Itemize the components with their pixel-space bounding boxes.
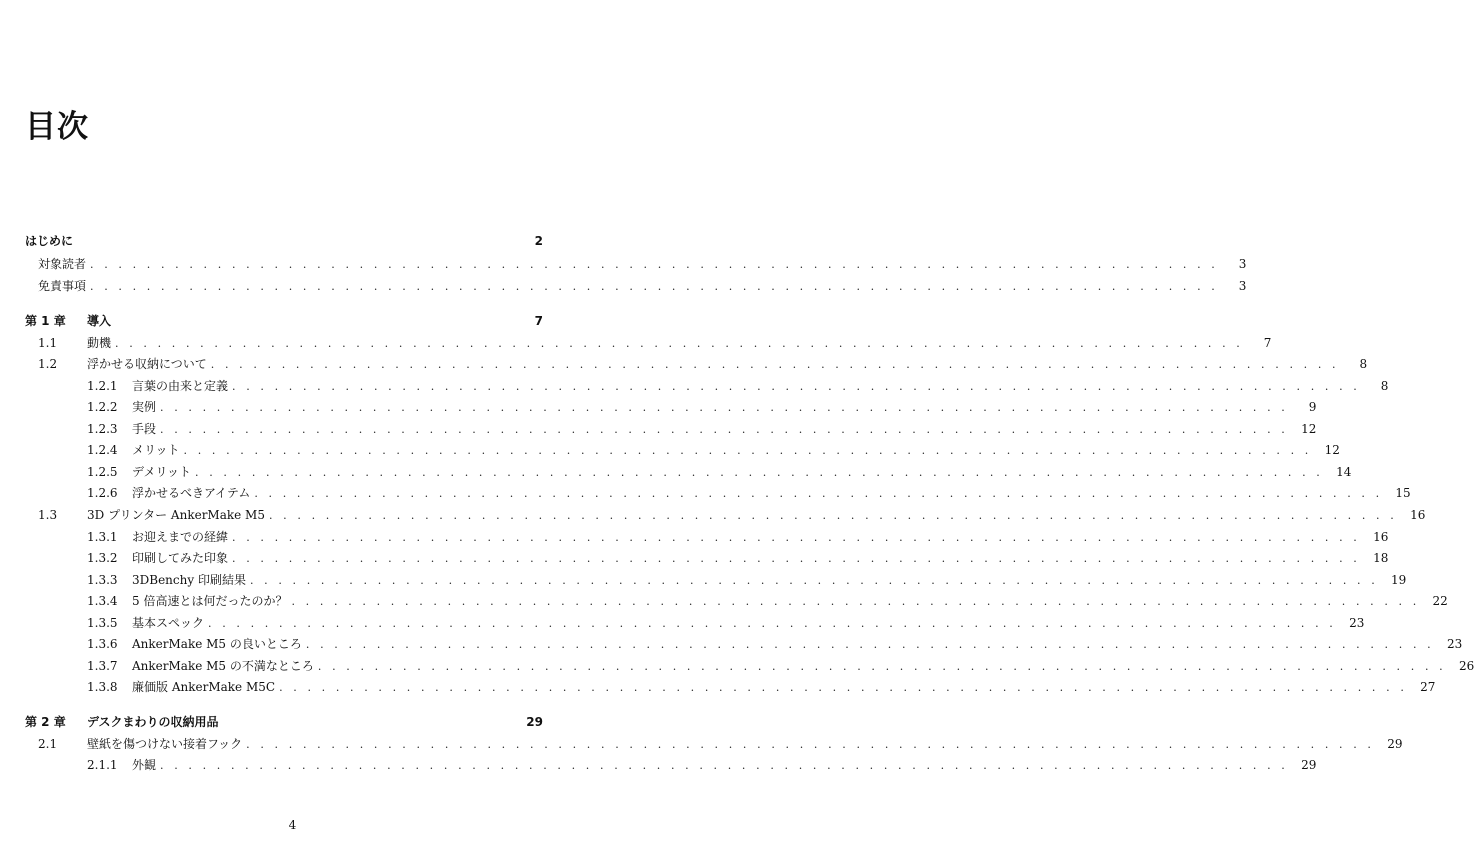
toc-entry-title: 動機 <box>87 336 112 350</box>
toc-entry[interactable] <box>87 658 1474 674</box>
toc-entry-page: 7 <box>534 314 543 328</box>
toc-entry-number: 1.2.1 <box>87 379 118 393</box>
toc-entry-number: 1.2.2 <box>87 400 118 414</box>
toc-entry[interactable] <box>38 507 1426 523</box>
toc-entry-leader-dots: . . . . . . . . . . . . . . . . . . . . . . . . . . . . . . . . . . . . . . . . . . . . . . . . . . . . . . . . . . . . . . . . . . . . . . . . . . . . . . . . <box>115 337 1244 350</box>
toc-entry[interactable] <box>87 529 1389 545</box>
toc-entry-title: 廉価版 AnkerMake M5C <box>132 680 276 694</box>
toc-entry-number: 1.1 <box>38 336 58 350</box>
toc-entry[interactable] <box>87 399 1317 415</box>
toc-entry-number: 第 1 章 <box>25 314 66 328</box>
toc-entry-leader-dots: . . . . . . . . . . . . . . . . . . . . . . . . . . . . . . . . . . . . . . . . . . . . . . . . . . . . . . . . . . . . . . . . . . . . . . . . . . . . . . . . <box>183 444 1312 457</box>
toc-entry-leader-dots: . . . . . . . . . . . . . . . . . . . . . . . . . . . . . . . . . . . . . . . . . . . . . . . . . . . . . . . . . . . . . . . . . . . . . . . . . . . . . . . . <box>160 759 1289 772</box>
toc-entry-leader-dots: . . . . . . . . . . . . . . . . . . . . . . . . . . . . . . . . . . . . . . . . . . . . . . . . . . . . . . . . . . . . . . . . . . . . . . . . . . . . . . . . <box>249 574 1379 587</box>
page-number: 4 <box>288 818 297 832</box>
toc-entry-page: 19 <box>1391 573 1407 587</box>
toc-entry-page: 7 <box>1263 336 1272 350</box>
toc-entry-number: 1.2.6 <box>87 486 118 500</box>
toc-entry-page: 22 <box>1432 594 1448 608</box>
toc-entry[interactable] <box>87 593 1448 609</box>
toc-entry-number: 1.3.4 <box>87 594 118 608</box>
toc-chapter-entry[interactable] <box>25 313 543 329</box>
toc-entry-number: 2.1.1 <box>87 758 118 772</box>
toc-entry-leader-dots: . . . . . . . . . . . . . . . . . . . . . . . . . . . . . . . . . . . . . . . . . . . . . . . . . . . . . . . . . . . . . . . . . . . . . . . . . . . . . . . . <box>208 617 1337 630</box>
toc-entry[interactable] <box>38 736 1403 752</box>
toc-entry-page: 8 <box>1380 379 1389 393</box>
toc-entry-number: 1.2.5 <box>87 465 118 479</box>
toc-entry-page: 29 <box>526 715 543 729</box>
toc-entry-leader-dots: . . . . . . . . . . . . . . . . . . . . . . . . . . . . . . . . . . . . . . . . . . . . . . . . . . . . . . . . . . . . . . . . . . . . . . . . . . . . . . . . <box>195 466 1324 479</box>
toc-entry-leader-dots: . . . . . . . . . . . . . . . . . . . . . . . . . . . . . . . . . . . . . . . . . . . . . . . . . . . . . . . . . . . . . . . . . . . . . . . . . . . . . . . . <box>279 681 1408 694</box>
toc-entry-title: はじめに <box>25 234 74 248</box>
toc-entry-page: 16 <box>1410 508 1426 522</box>
toc-entry-title: AnkerMake M5 の不満なところ <box>132 659 314 673</box>
toc-entry-leader-dots: . . . . . . . . . . . . . . . . . . . . . . . . . . . . . . . . . . . . . . . . . . . . . . . . . . . . . . . . . . . . . . . . . . . . . . . . . . . . . . . . <box>254 487 1383 500</box>
toc-entry-page: 3 <box>1238 279 1247 293</box>
toc-entry-leader-dots: . . . . . . . . . . . . . . . . . . . . . . . . . . . . . . . . . . . . . . . . . . . . . . . . . . . . . . . . . . . . . . . . . . . . . . . . . . . . . . . . <box>246 738 1375 751</box>
toc-entry-leader-dots: . . . . . . . . . . . . . . . . . . . . . . . . . . . . . . . . . . . . . . . . . . . . . . . . . . . . . . . . . . . . . . . . . . . . . . . . . . . . . . . . <box>268 509 1398 522</box>
toc-entry-title: デメリット <box>132 465 192 479</box>
toc-entry[interactable] <box>87 572 1407 588</box>
toc-entry-title: 3D プリンター AnkerMake M5 <box>87 508 265 522</box>
toc-entry-leader-dots: . . . . . . . . . . . . . . . . . . . . . . . . . . . . . . . . . . . . . . . . . . . . . . . . . . . . . . . . . . . . . . . . . . . . . . . . . . . . . . . . <box>160 423 1289 436</box>
toc-entry-number: 1.3.6 <box>87 637 118 651</box>
toc-entry-number: 1.3.3 <box>87 573 118 587</box>
toc-entry[interactable] <box>87 757 1317 773</box>
toc-entry-title: 外観 <box>132 758 157 772</box>
toc-entry-title: 基本スペック <box>132 616 205 630</box>
toc-entry-title: メリット <box>132 443 180 457</box>
toc-entry-title: 対象読者 <box>38 257 87 271</box>
toc-entry-number: 1.3.1 <box>87 530 118 544</box>
toc-entry[interactable] <box>87 485 1411 501</box>
toc-entry-title: 実例 <box>132 400 157 414</box>
toc-entry-page: 2 <box>534 234 543 248</box>
toc-entry-leader-dots: . . . . . . . . . . . . . . . . . . . . . . . . . . . . . . . . . . . . . . . . . . . . . . . . . . . . . . . . . . . . . . . . . . . . . . . . . . . . . . . . <box>90 280 1219 293</box>
toc-entry[interactable] <box>38 356 1368 372</box>
toc-entry-number: 1.3 <box>38 508 58 522</box>
toc-entry-number: 1.3.8 <box>87 680 118 694</box>
toc-entry-number: 1.2 <box>38 357 58 371</box>
toc-entry-leader-dots: . . . . . . . . . . . . . . . . . . . . . . . . . . . . . . . . . . . . . . . . . . . . . . . . . . . . . . . . . . . . . . . . . . . . . . . . . . . . . . . . <box>90 258 1219 271</box>
toc-entry-page: 3 <box>1238 257 1247 271</box>
toc-entry-page: 29 <box>1387 737 1403 751</box>
toc-entry-leader-dots: . . . . . . . . . . . . . . . . . . . . . . . . . . . . . . . . . . . . . . . . . . . . . . . . . . . . . . . . . . . . . . . . . . . . . . . . . . . . . . . . <box>291 595 1420 608</box>
toc-entry[interactable] <box>87 636 1463 652</box>
toc-entry-title: 手段 <box>132 422 157 436</box>
toc-entry-page: 26 <box>1458 659 1474 673</box>
toc-entry-leader-dots: . . . . . . . . . . . . . . . . . . . . . . . . . . . . . . . . . . . . . . . . . . . . . . . . . . . . . . . . . . . . . . . . . . . . . . . . . . . . . . . . <box>210 358 1340 371</box>
toc-entry[interactable] <box>87 378 1389 394</box>
toc-entry-title: 5 倍高速とは何だったのか？ <box>132 594 288 608</box>
toc-entry-leader-dots: . . . . . . . . . . . . . . . . . . . . . . . . . . . . . . . . . . . . . . . . . . . . . . . . . . . . . . . . . . . . . . . . . . . . . . . . . . . . . . . . <box>305 638 1435 651</box>
toc-entry-number: 2.1 <box>38 737 58 751</box>
toc-entry-title: お迎えまでの経緯 <box>132 530 229 544</box>
toc-entry-page: 29 <box>1301 758 1317 772</box>
toc-entry-leader-dots: . . . . . . . . . . . . . . . . . . . . . . . . . . . . . . . . . . . . . . . . . . . . . . . . . . . . . . . . . . . . . . . . . . . . . . . . . . . . . . . . <box>232 531 1361 544</box>
toc-entry-title: 浮かせるべきアイテム <box>132 486 251 500</box>
toc-entry-number: 1.2.4 <box>87 443 118 457</box>
toc-entry[interactable] <box>87 421 1317 437</box>
toc-entry[interactable] <box>38 335 1272 351</box>
toc-entry[interactable] <box>87 464 1352 480</box>
toc-entry-title: 3DBenchy 印刷結果 <box>132 573 246 587</box>
toc-entry-title: 免責事項 <box>38 279 87 293</box>
toc-entry-page: 12 <box>1324 443 1340 457</box>
toc-entry[interactable] <box>87 550 1389 566</box>
toc-entry-leader-dots: . . . . . . . . . . . . . . . . . . . . . . . . . . . . . . . . . . . . . . . . . . . . . . . . . . . . . . . . . . . . . . . . . . . . . . . . . . . . . . . . <box>160 401 1289 414</box>
toc-entry-number: 1.3.7 <box>87 659 118 673</box>
toc-entry-title: デスクまわりの収納用品 <box>87 715 219 729</box>
toc-entry[interactable] <box>87 679 1436 695</box>
toc-entry-page: 12 <box>1301 422 1317 436</box>
toc-entry-page: 15 <box>1395 486 1411 500</box>
toc-entry-number: 1.3.5 <box>87 616 118 630</box>
toc-entry-title: 浮かせる収納について <box>87 357 207 371</box>
toc-entry-page: 23 <box>1349 616 1365 630</box>
toc-entry-title: 言葉の由来と定義 <box>132 379 229 393</box>
toc-entry-leader-dots: . . . . . . . . . . . . . . . . . . . . . . . . . . . . . . . . . . . . . . . . . . . . . . . . . . . . . . . . . . . . . . . . . . . . . . . . . . . . . . . . <box>317 660 1447 673</box>
toc-entry[interactable] <box>38 256 1247 272</box>
toc-entry-title: 壁紙を傷つけない接着フック <box>87 737 243 751</box>
toc-entry-title: 印刷してみた印象 <box>132 551 229 565</box>
toc-chapter-entry[interactable] <box>25 233 543 249</box>
toc-entry-title: AnkerMake M5 の良いところ <box>132 637 302 651</box>
toc-entry-page: 23 <box>1446 637 1463 651</box>
toc-entry-page: 8 <box>1359 357 1368 371</box>
toc-entry-page: 9 <box>1308 400 1317 414</box>
toc-title: 目次 <box>25 109 89 145</box>
toc-entry-page: 18 <box>1373 551 1389 565</box>
toc-entry-page: 16 <box>1373 530 1389 544</box>
toc-entry[interactable] <box>87 442 1340 458</box>
toc-chapter-entry[interactable] <box>25 714 543 730</box>
toc-entry-number: 1.2.3 <box>87 422 118 436</box>
toc-entry-page: 27 <box>1420 680 1436 694</box>
toc-entry[interactable] <box>87 615 1365 631</box>
toc-entry-title: 導入 <box>87 314 112 328</box>
toc-entry[interactable] <box>38 278 1247 294</box>
toc-entry-leader-dots: . . . . . . . . . . . . . . . . . . . . . . . . . . . . . . . . . . . . . . . . . . . . . . . . . . . . . . . . . . . . . . . . . . . . . . . . . . . . . . . . <box>232 380 1361 393</box>
toc-entry-leader-dots: . . . . . . . . . . . . . . . . . . . . . . . . . . . . . . . . . . . . . . . . . . . . . . . . . . . . . . . . . . . . . . . . . . . . . . . . . . . . . . . . <box>232 552 1361 565</box>
toc-entry-number: 第 2 章 <box>25 715 66 729</box>
toc-entry-number: 1.3.2 <box>87 551 118 565</box>
toc-entry-page: 14 <box>1336 465 1352 479</box>
